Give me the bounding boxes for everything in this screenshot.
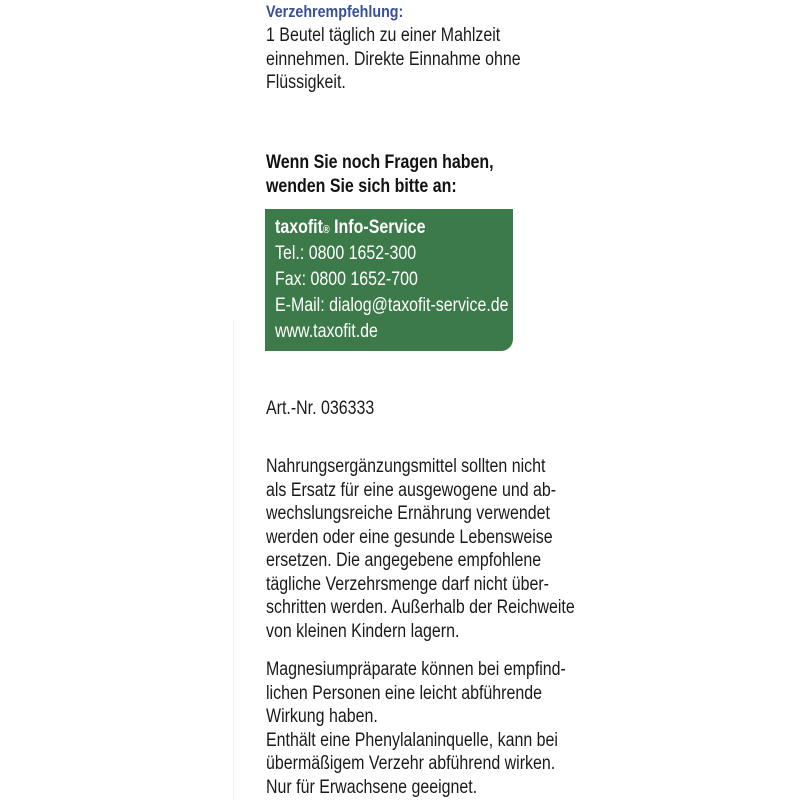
dosage-line: Flüssigkeit. bbox=[266, 72, 346, 93]
notice-line: lichen Personen eine leicht abführende bbox=[266, 682, 542, 704]
magnesium-notice bbox=[266, 658, 566, 799]
notice-line: Wirkung haben. bbox=[266, 706, 378, 727]
dosage-line: einnehmen. Direkte Einnahme ohne bbox=[266, 48, 521, 70]
supplement-notice bbox=[266, 455, 575, 643]
notice-line: Enthält eine Phenylalaninquelle, kann bei bbox=[266, 729, 558, 751]
divider-line bbox=[233, 320, 234, 800]
info-service-box bbox=[265, 209, 513, 351]
info-website-link[interactable]: www.taxofit.de bbox=[275, 321, 378, 342]
notice-line: schritten werden. Außerhalb der Reichweite bbox=[266, 597, 575, 618]
notice-line: als Ersatz für eine ausgewogene und ab- bbox=[266, 479, 557, 501]
notice-line: Nahrungsergänzungsmittel sollten nicht bbox=[266, 456, 546, 477]
notice-line: werden oder eine gesunde Lebensweise bbox=[266, 526, 553, 548]
info-service-title: taxofit® Info-Service bbox=[275, 217, 426, 238]
notice-line: tägliche Verzehrsmenge darf nicht über- bbox=[266, 573, 550, 595]
dosage-text bbox=[266, 24, 521, 95]
questions-line: wenden Sie sich bitte an: bbox=[266, 176, 457, 197]
notice-line: ersetzen. Die angegebene empfohlene bbox=[266, 550, 542, 571]
article-number: Art.-Nr. 036333 bbox=[266, 398, 375, 419]
info-fax: Fax: 0800 1652-700 bbox=[275, 269, 418, 290]
questions-heading bbox=[266, 151, 494, 199]
notice-line: übermäßigem Verzehr abführend wirken. bbox=[266, 753, 556, 774]
dosage-line: 1 Beutel täglich zu einer Mahlzeit bbox=[266, 25, 501, 46]
dosage-heading: Verzehrempfehlung: bbox=[266, 2, 404, 21]
notice-line: wechslungsreiche Ernährung verwendet bbox=[266, 503, 550, 524]
notice-line: Nur für Erwachsene geeignet. bbox=[266, 776, 478, 798]
info-tel: Tel.: 0800 1652-300 bbox=[275, 243, 417, 264]
questions-line: Wenn Sie noch Fragen haben, bbox=[266, 152, 494, 173]
notice-line: von kleinen Kindern lagern. bbox=[266, 620, 460, 642]
notice-line: Magnesiumpräparate können bei empfind- bbox=[266, 659, 566, 680]
info-email-link[interactable]: E-Mail: dialog@taxofit-service.de bbox=[275, 295, 509, 316]
